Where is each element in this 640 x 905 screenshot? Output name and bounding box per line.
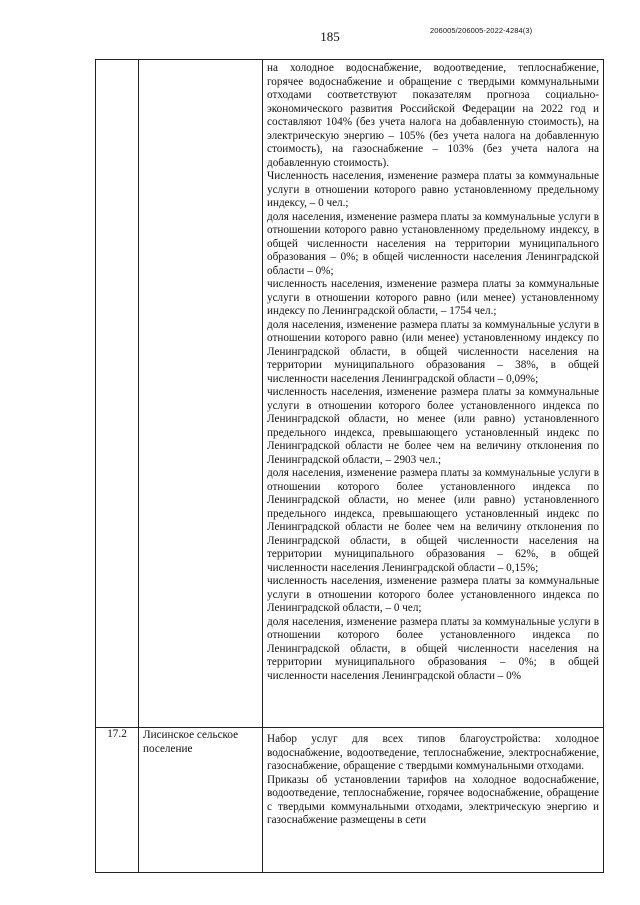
settlement-name-cell [139, 60, 263, 728]
document-id: 206005/206005-2022-4284(3) [430, 26, 533, 35]
table-row [96, 60, 604, 728]
paragraph: доля населения, изменение размера платы за коммунальные услуги в отношении которого более установленного индекса по Ленинградской области, в общей численности населения на территории муниципального образования – 0%; в общей численности населения Ленинградской области – 0% [267, 615, 599, 682]
page-number: 185 [320, 29, 340, 44]
paragraph: Набор услуг для всех типов благоустройства: холодное водоснабжение, водоотведение, теплоснабжение, электроснабжение, газоснабжение, обращение с твердыми коммунальными отходами. [267, 733, 599, 772]
description-cell [263, 60, 604, 728]
paragraph: доля населения, изменение размера платы за коммунальные услуги в отношении которого равно (или менее) установленному индексу по Ленинградской области, в общей численности населения на территории муниципального образования – 38%, в общей численности населения Ленинградской области – 0,09%; [267, 318, 599, 385]
paragraph: доля населения, изменение размера платы за коммунальные услуги в отношении которого равно установленному предельному индексу, в общей численности населения на территории муниципального образования – 0%; в общей численности населения Ленинградской области – 0%; [267, 210, 599, 277]
paragraph: на холодное водоснабжение, водоотведение, теплоснабжение, горячее водоснабжение и обращение с твердыми коммунальными отходами соответствуют показателям прогноза социально-экономического развития Российской Федерации на 2022 год и составляют 104% (без учета налога на добавленную стоимость), на электрическую энергию – 105% (без учета налога на добавленную стоимость), на газоснабжение – 103% (без учета налога на добавленную стоимость). [267, 62, 599, 169]
paragraph: Приказы об установлении тарифов на холодное водоснабжение, водоотведение, теплоснабжение, горячее водоснабжение, обращение с твердыми коммунальными отходами, электрическую энергию и газоснабжение размещены в сети [267, 773, 599, 826]
row-number-cell: 17.2 [96, 728, 139, 873]
paragraph: численность населения, изменение размера платы за коммунальные услуги в отношении которого равно (или менее) установленному индексу по Ленинградской области, – 1754 чел.; [267, 278, 599, 317]
paragraph: численность населения, изменение размера платы за коммунальные услуги в отношении которого более установленного индекса по Ленинградской области, но менее (или равно) установленного предельного индекса, превышающего установленный индекс по Ленинградской области не более чем на величину отклонения по Ленинградской области, – 2903 чел.; [267, 386, 599, 466]
content-table [95, 59, 604, 873]
paragraph: доля населения, изменение размера платы за коммунальные услуги в отношении которого более установленного индекса по Ленинградской области, но менее (или равно) установленного предельного индекса, превышающего установленный индекс по Ленинградской области не более чем на величину отклонения по Ленинградской области, в общей численности населения на территории муниципального образования – 62%, в общей численности населения Ленинградской области – 0,15%; [267, 467, 599, 574]
paragraph: Численность населения, изменение размера платы за коммунальные услуги в отношении которого равно установленному предельному индексу, – 0 чел.; [267, 170, 599, 209]
table-row [96, 728, 604, 873]
paragraph: численность населения, изменение размера платы за коммунальные услуги в отношении которого более установленного индекса по Ленинградской области, – 0 чел; [267, 575, 599, 614]
description-cell [263, 728, 604, 873]
settlement-name-cell: Лисинское сельское поселение [139, 728, 263, 873]
row-number-cell [96, 60, 139, 728]
